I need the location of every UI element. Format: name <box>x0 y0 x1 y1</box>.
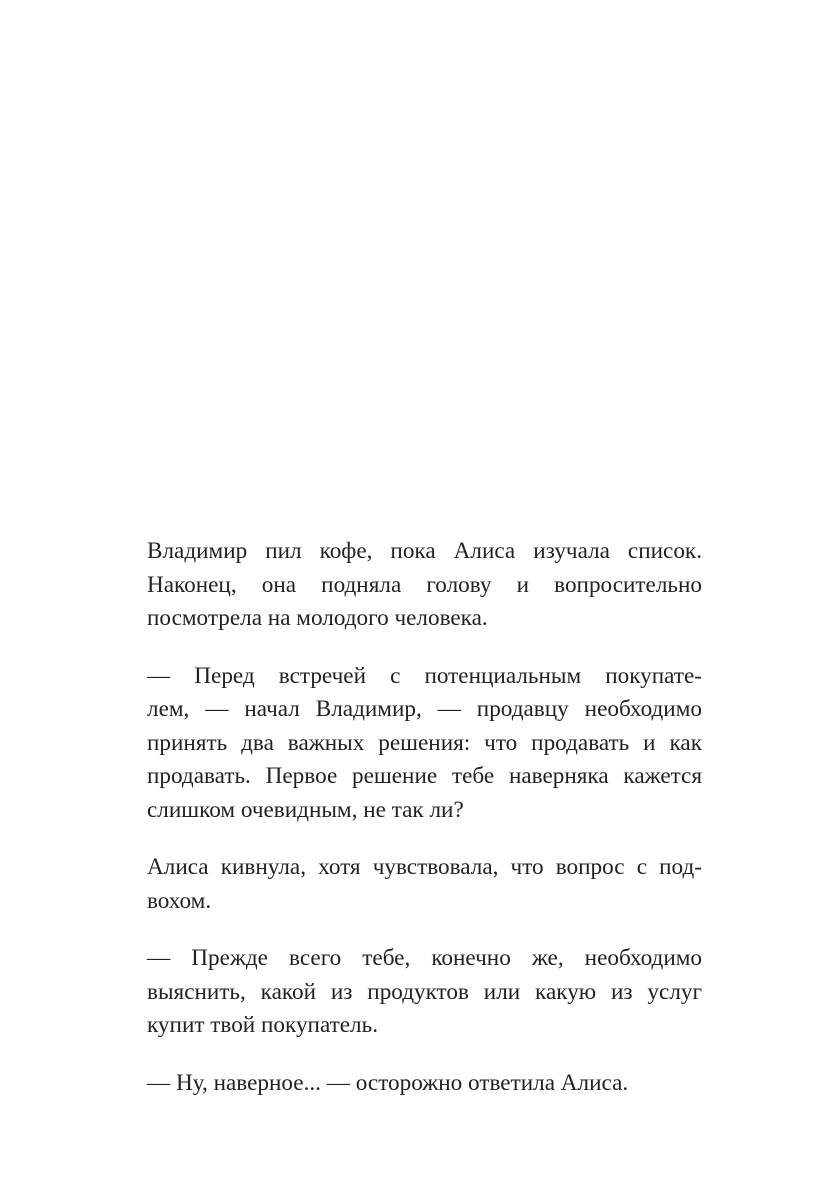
text-line: — Ну, наверное... — осторожно ответила Алиса. <box>147 1069 629 1096</box>
text-line: посмотрела на молодого человека. <box>147 605 488 631</box>
paragraph-3 <box>147 851 702 918</box>
paragraph-4 <box>147 942 702 1043</box>
text-line: Владимир пил кофе, пока Алиса изучала список. <box>147 538 702 564</box>
text-line: Алиса кивнула, хотя чувствовала, что вопрос с под- <box>147 854 702 880</box>
text-line: Наконец, она подняла голову и вопросительно <box>147 571 702 598</box>
text-line: продавать. Первое решение тебе наверняка кажется <box>147 763 702 789</box>
text-line: — Прежде всего тебе, конечно же, необходимо <box>147 945 702 971</box>
text-line: купит твой покупатель. <box>147 1012 379 1038</box>
text-line: лем, — начал Владимир, — продавцу необходимо <box>147 696 702 722</box>
paragraph-5 <box>147 1067 702 1101</box>
text-line: слишком очевидным, не так ли? <box>147 796 464 823</box>
page-body-text <box>147 535 702 1124</box>
text-line: принять два важных решения: что продавать и как <box>147 729 702 756</box>
text-line: — Перед встречей с потенциальным покупате- <box>147 662 702 689</box>
paragraph-1 <box>147 535 702 636</box>
text-line: выяснить, какой из продуктов или какую из услуг <box>147 978 702 1005</box>
text-line: вохом. <box>147 887 212 914</box>
paragraph-2 <box>147 660 702 828</box>
